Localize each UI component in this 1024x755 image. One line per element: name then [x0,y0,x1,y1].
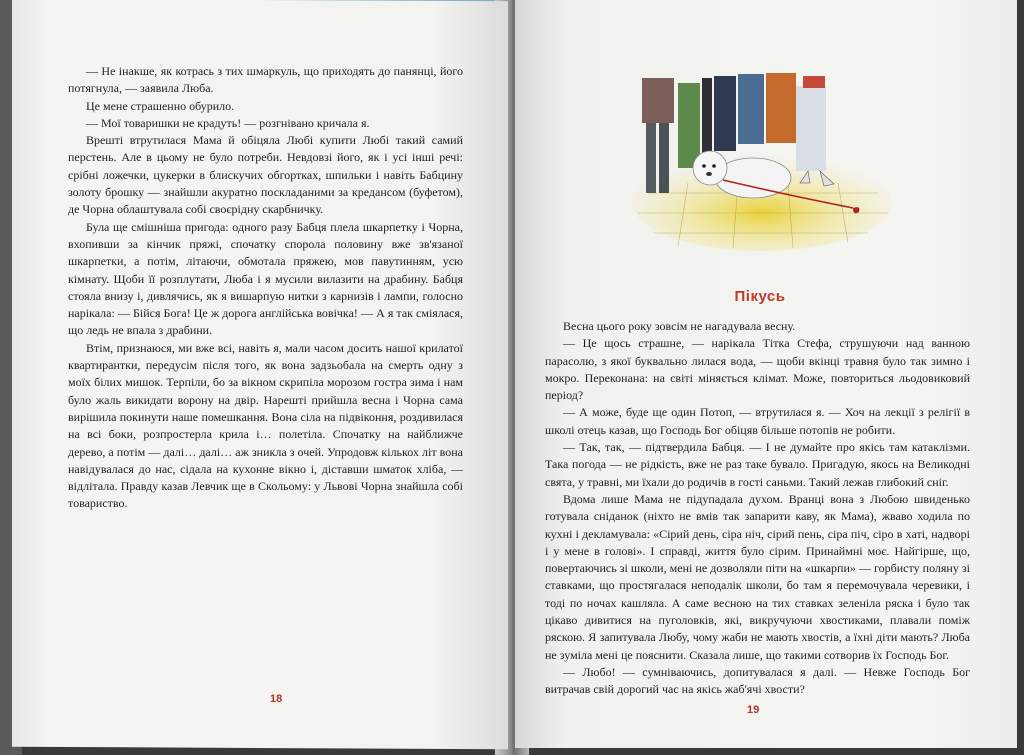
paragraph: Вдома лише Мама не підупадала духом. Вранці вона з Любою швиденько готувала сніданок (ніхто не вмів так запарити каву, як Мама), жваво ходила по кухні і декламувала: «Сірий день, сіра ніч, сірий пень, сіра піч, сіро в хаті, надворі і у мене в голові». І справді, життя було сірим. Принаймні моє. Найгірше, що, повертаючись зі школи, мені не дозволяли піти на «шкарпи» — горбисту поляну зі ставками, що простягалася неподалік школи, бо там я перемочувала черевики, і тоді по ночах кашляла. А саме весною на тих ставках зеленіла ряска і було так цікаво дивитися на пуголовків, які, викручуючи хвостиками, плавали поміж ряскою. Я запитувала Любу, чому жаби не мають хвостів, а їхні діти мають? Люба не зуміла мені це пояснити. Сказала лише, що такими сотворив їх Господь Бог. [545,491,970,662]
paragraph: — Це щось страшне, — нарікала Тітка Стефа, струшуючи над ванною парасолю, з якої буквально лилася вода, — щоби вкінці травня було так зимно і мокро. Переконана: на світі міняється клімат. Може, повториться льодовиковий період? [545,336,970,403]
paragraph: Це мене страшенно обурило. [86,98,235,113]
page-number-left: 18 [270,693,283,705]
dog-on-leash-illustration [628,68,896,253]
paragraph: Була ще смішніша пригода: одного разу Бабця плела шкарпетку і Чорна, вхопивши за кінчик пряжі, спочатку спорола половину вже зв'язаної шкарпетки, а потім, літаючи, обмотала пряжею, мов павутинням, усю кімнату. Щоби її розплутати, Люба і я мусили вилазити на драбину. Бабця стояла внизу і, дивлячись, як я вишарпую нитки з карнизів і лампи, голосно нарікала: — Бійся Бога! Це ж дорога англійська вовічка! — А я так сміялася, що ледь не впала з драбини. [68,219,463,338]
paragraph: Втім, признаюся, ми вже всі, навіть я, мали часом досить нашої крилатої квартирантки, передусім після того, як вона задзьобала на смерть одну з моїх білих мишок. Терпіли, бо за вікном скрипіла морозом гостра зима і нам було жаль викидати ворону на двір. Нарешті прийшла весна і Чорна сама вирішила покинути наше помешкання. Вона сіла на підвіконня, роздивилася на всі боки, розпростерла крила і… полетіла. Спочатку на найближче дерево, а потім — далі… далі… аж зникла з очей. Упродовж кількох літ вона навідувалася до нас, сідала на кухонне вікно і, діставши шматок хліба, — відлітала. Правду казав Левчик ще в Скольому: у Львові Чорна знайшла собі товариство. [68,340,463,511]
paragraph: — А може, буде ще один Потоп, — втрутилася я. — Хоч на лекції з релігії в школі отець казав, що Господь Бог обіцяв більше потопів не робити. [545,405,970,437]
paragraph: — Не інакше, як котрась з тих шмаркуль, що приходять до панянці, його потягнула, — заявила Люба. [68,64,463,96]
paragraph: — Мої товаришки не крадуть! — розгнівано кричала я. [86,115,370,130]
paragraph: — Любо! — сумніваючись, допитувалася я далі. — Невже Господь Бог витрачав свій дорогий час на якісь жаб'ячі хвости? [545,664,970,697]
right-page-text [545,318,970,699]
page-number-right: 19 [747,704,760,716]
chapter-title: Пікусь [734,288,786,305]
paragraph: Весна цього року зовсім не нагадувала весну. [563,319,796,333]
paragraph: — Так, так, — підтвердила Бабця. — І не думайте про якісь там катаклізми. Така погода — не рідкість, вже не раз таке бувало. Пригадую, якось на Великодні свята, у травні, ми їхали до родичів в гості саньми. Такий лежав глибокий сніг. [545,440,970,489]
left-page-text [68,63,463,513]
paragraph: Врешті втрутилася Мама й обіцяла Любі купити Любі такий самий перстень. Але в цьому не було потреби. Невдовзі його, як і усі інші речі: срібні ложечки, цукерки в блискучих обгортках, шпильки і навіть Бабцину золоту брошку — знайшли акуратно поскладаними за кредансом (буфетом), де Чорна облаштувала собі своєрідну скарбничку. [68,133,463,217]
